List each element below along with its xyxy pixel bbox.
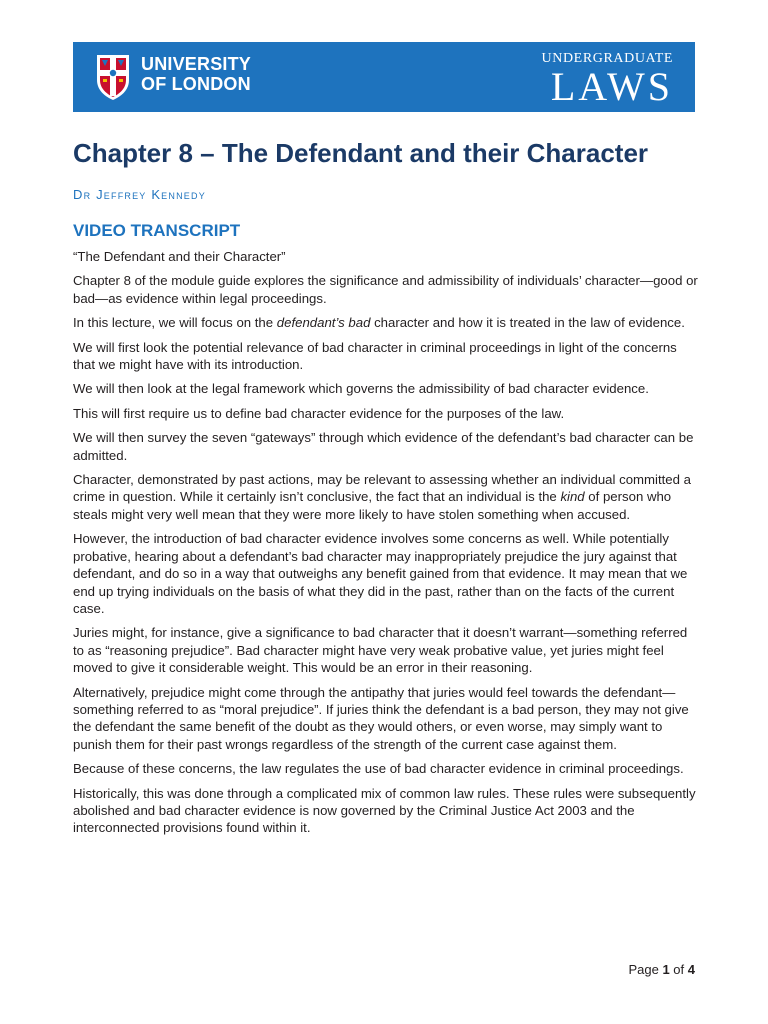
paragraph: Historically, this was done through a complicated mix of common law rules. These rules were subsequently abolished and bad character evidence is now governed by the Criminal Justice Act 2003 and the interconnected provisions found within it. bbox=[73, 785, 696, 836]
paragraph: We will first look the potential relevance of bad character in criminal proceedings in light of the concerns that we might have with its introduction. bbox=[73, 339, 677, 373]
paragraph: We will then survey the seven “gateways” through which evidence of the defendant’s bad character can be admitted. bbox=[73, 430, 694, 463]
program-label-small: UNDERGRADUATE bbox=[541, 51, 673, 66]
transcript-body bbox=[73, 248, 699, 844]
current-page: 1 bbox=[662, 962, 670, 977]
paragraph-text: character and how it is treated in the law of evidence. bbox=[370, 315, 685, 331]
page-number bbox=[628, 962, 695, 977]
chapter-title: Chapter 8 – The Defendant and their Character bbox=[73, 138, 649, 168]
section-heading: VIDEO TRANSCRIPT bbox=[73, 221, 241, 240]
university-crest-icon bbox=[94, 52, 132, 102]
paragraph bbox=[73, 471, 699, 523]
paragraph: Because of these concerns, the law regulates the use of bad character evidence in criminal proceedings. bbox=[73, 761, 684, 777]
author-name: Dr Jeffrey Kennedy bbox=[73, 187, 206, 202]
paragraph bbox=[73, 314, 699, 331]
university-name-line1: UNIVERSITY bbox=[141, 54, 252, 74]
paragraph: Alternatively, prejudice might come through the antipathy that juries would feel towards the defendant—something referred to as “moral prejudice”. If juries think the defendant is a bad person, they may not give the defendant the same benefit of the doubt as they would others, or even worse, may simply want to punish them for their past wrongs regardless of the strength of the current case against them. bbox=[73, 684, 689, 752]
paragraph: Juries might, for instance, give a significance to bad character that it doesn’t warrant—something referred to as “reasoning prejudice”. Bad character might have very weak probative value, yet juries might feel moved to give it considerable weight. This would be an error in their reasoning. bbox=[73, 625, 688, 676]
paragraph: However, the introduction of bad character evidence involves some concerns as well. While potentially probative, hearing about a defendant’s bad character may inappropriately prejudice the jury against that defendant, and do so in a way that outweighs any benefit gained from that evidence. It may mean that we end up trying individuals on the basis of what they did in the past, rather than on the facts of the current case. bbox=[73, 531, 688, 616]
page-word: Page bbox=[628, 962, 663, 977]
emphasis-text: kind bbox=[560, 489, 585, 505]
total-pages: 4 bbox=[687, 962, 695, 977]
of-word: of bbox=[669, 962, 688, 977]
paragraph-text: In this lecture, we will focus on the bbox=[73, 315, 277, 331]
university-name-line2: OF LONDON bbox=[141, 74, 251, 94]
paragraph: This will first require us to define bad character evidence for the purposes of the law. bbox=[73, 405, 565, 421]
paragraph: We will then look at the legal framework which governs the admissibility of bad character evidence. bbox=[73, 381, 649, 397]
header-banner bbox=[73, 42, 695, 112]
paragraph: “The Defendant and their Character” bbox=[73, 249, 286, 264]
paragraph-text: Character, demonstrated by past actions, may be relevant to assessing whether an individual committed a crime in question. While it certainly isn’t conclusive, the fact that an individual is the bbox=[73, 472, 691, 505]
program-logo bbox=[542, 51, 673, 107]
university-name bbox=[141, 54, 251, 94]
program-label-big: LAWS bbox=[550, 64, 673, 109]
paragraph: Chapter 8 of the module guide explores the significance and admissibility of individuals’ character—good or bad—as evidence within legal proceedings. bbox=[73, 273, 698, 306]
emphasis-text: defendant’s bad bbox=[276, 315, 371, 331]
paragraph-text: of person who steals might very well mean that they were more likely to have stolen something when accused. bbox=[73, 489, 672, 522]
